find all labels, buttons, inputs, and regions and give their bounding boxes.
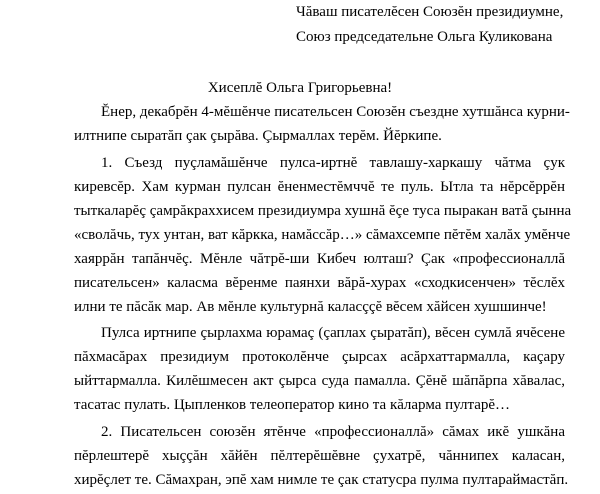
body-line: пĕрлештерĕ хыççăн хăйĕн пĕлтерĕшĕвне çухатрĕ, чăннипех каласан,: [74, 448, 565, 464]
addressee-line-2: Союз председательне Ольга Куликована: [296, 29, 553, 45]
body-line: хирĕçлет те. Сăмахран, эпĕ хам нимле те çак статусра пулма пултараймастăп.: [74, 472, 569, 488]
addressee-block: [296, 0, 563, 50]
body-line: пăхмасăрах президиум протоколĕнче çырсах асăрхаттармалла, каçару: [74, 349, 565, 365]
body-line: тасатас пулать. Цыпленков телеоператор кино та кăларма пултарĕ…: [74, 397, 511, 413]
body-line: тыткаларĕç çамрăкраххисем президиумра хушнă ĕçе туса пыракан ватă çынна: [74, 203, 572, 219]
body-line: Ĕнер, декабрĕн 4-мĕшĕнче писательсен Союзĕн съездне хутшăнса курни-: [101, 104, 570, 120]
body-line: ыйттармалла. Килĕшмесен акт çырса суда памалла. Çĕнĕ шăпăрпа хăвалас,: [74, 373, 565, 389]
body-line: 1. Съезд пуçламăшĕнче пулса-иртнĕ тавлашу-харкашу чăтма çук: [101, 155, 565, 171]
body-line: илтнипе сыратăп çак çырăва. Çырмаллах терĕм. Йĕркипе.: [74, 128, 442, 144]
body-line: киревсĕр. Хам курман пулсан ĕненместĕмччĕ те пуль. Ытла та нĕрсĕррĕн: [74, 179, 565, 195]
body-line: 2. Писательсен союзĕн ятĕнче «профессионаллă» сăмах икĕ ушкăна: [101, 424, 565, 440]
salutation: Хисеплĕ Ольга Григорьевна!: [207, 80, 393, 96]
body-line: хаяррăн тапăнчĕç. Мĕнле чăтрĕ-ши Кибеч юлташ? Çак «профессионаллă: [74, 251, 565, 267]
body-line: илни те пăсăк мар. Ав мĕнле культурнă каласççĕ вĕсем хăйсен хушшинче!: [74, 299, 547, 315]
body-line: «сволăчь, тух унтан, ват кăркка, намăссăр…» сăмахсемпе пĕтĕм халăх умĕнче: [74, 227, 571, 243]
body-line: писательсен» каласма вĕренме паянхи вăрă-хурах «сходкисенчен» тĕслĕх: [74, 275, 565, 291]
body-line: Пулса иртнипе çырлахма юрамаç (çаплах çыратăп), вĕсен сумлă ячĕсене: [101, 325, 565, 341]
addressee-line-1: Чăваш писателĕсен Союзĕн президиумне,: [296, 4, 564, 20]
